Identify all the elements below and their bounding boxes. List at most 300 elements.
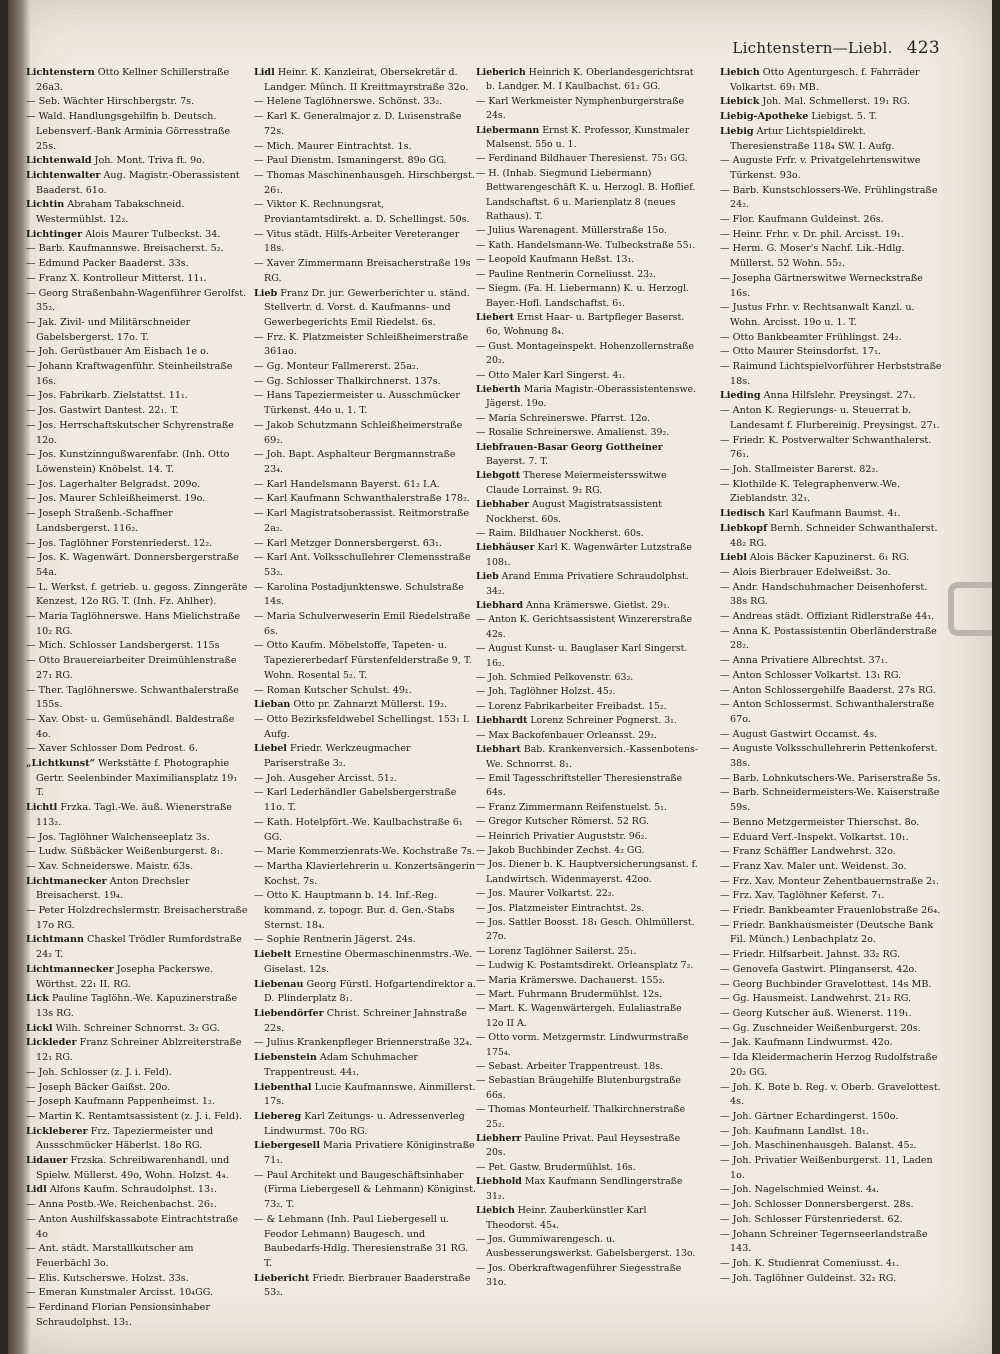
entry-text: Alois Maurer Tulbeckst. 34. [85, 228, 221, 240]
entry-text: Karl Kaufmann Schwanthalerstraße 178₂. [266, 493, 470, 505]
directory-entry [254, 1110, 476, 1139]
directory-entry [476, 426, 698, 440]
directory-entry [26, 95, 248, 110]
entry-text: Franz Zimmermann Reifenstuelst. 5₁. [488, 801, 667, 813]
entry-text: Alfons Kaufm. Schraudolphst. 13₁. [49, 1184, 217, 1196]
directory-entry [476, 599, 698, 613]
entry-surname: Lieberich [476, 67, 526, 78]
directory-entry [720, 625, 942, 654]
entry-text: Emil Tagesschriftsteller Theresienstraße 64s. [486, 772, 683, 799]
entry-text: Leopold Kaufmann Heßst. 13₁. [488, 254, 635, 266]
entry-text: Jakob Buchbinder Zechst. 4₂ GG. [488, 844, 645, 856]
directory-entry [254, 419, 476, 448]
directory-entry [254, 1007, 476, 1036]
entry-text: Andreas städt. Offiziant Ridlerstraße 44₁. [732, 611, 935, 623]
entry-text: Andr. Handschuhmacher Deisenhoferst. 38s RG. [730, 581, 928, 608]
entry-text: Karl Metzger Donnersbergerst. 63₁. [266, 537, 442, 549]
directory-entry [476, 570, 698, 599]
entry-text: Sophie Rentnerin Jägerst. 24s. [266, 934, 416, 946]
directory-entry [720, 581, 942, 610]
entry-text: Jos. Lagerhalter Belgradst. 209o. [38, 478, 201, 490]
directory-entry [26, 581, 248, 610]
entry-text: Heinrich K. Oberlandesgerichtsrat b. Landger. M. I Kaulbachst. 61₂ GG. [486, 67, 694, 93]
directory-entry [476, 844, 698, 858]
directory-entry [720, 610, 942, 625]
entry-text: Jos. Platzmeister Eintrachtst. 2s. [488, 902, 645, 914]
directory-entry [720, 1007, 942, 1022]
directory-entry [720, 1051, 942, 1080]
entry-text: Gg. Hausmeist. Landwehrst. 21₂ RG. [732, 993, 912, 1005]
directory-entry [254, 448, 476, 477]
entry-text: Jos. Taglöhner Walchenseeplatz 3s. [38, 831, 210, 843]
entry-text: Joh. Maschinenhausgeh. Balanst. 45₂. [732, 1140, 917, 1152]
directory-entry [254, 742, 476, 771]
entry-text: Jos. Maurer Schleißheimerst. 19o. [38, 493, 206, 505]
entry-text: Martha Klavierlehrerin u. Konzertsängerin Kochst. 7s. [264, 860, 476, 887]
directory-entry [720, 728, 942, 743]
directory-entry [254, 478, 476, 493]
directory-entry [476, 152, 698, 166]
entry-text: Alois Bierbrauer Edelweißst. 3o. [732, 566, 891, 578]
directory-entry [720, 551, 942, 566]
entry-text: Joh. Gärtner Echardingerst. 150o. [732, 1110, 899, 1122]
page-header [732, 38, 940, 58]
directory-entry [26, 507, 248, 536]
entry-text: Pauline Taglöhn.-We. Kapuzinerstraße 13s RG. [36, 993, 238, 1019]
directory-entry [720, 654, 942, 669]
entry-surname: Lidauer [26, 1155, 68, 1167]
directory-entry [476, 66, 698, 95]
directory-entry [476, 988, 698, 1002]
entry-text: Ther. Taglöhnerswe. Schwanthalerstraße 155s. [36, 684, 239, 711]
directory-entry [254, 1272, 476, 1301]
directory-entry [26, 933, 248, 962]
directory-entry [26, 287, 248, 316]
entry-text: Friedr. Bankbeamter Frauenlobstraße 26₄. [732, 905, 941, 917]
entry-text: Gregor Kutscher Römerst. 52 RG. [488, 816, 649, 828]
entry-text: Wilh. Schreiner Schnorrst. 3₂ GG. [55, 1022, 220, 1034]
directory-entry [26, 448, 248, 477]
directory-entry [476, 1060, 698, 1074]
entry-text: Joh. K. Studienrat Comeniusst. 4₁. [732, 1257, 899, 1269]
directory-entry [26, 875, 248, 904]
directory-entry [720, 154, 942, 183]
directory-entry [476, 167, 698, 225]
directory-entry [26, 654, 248, 683]
entry-text: Joseph Kaufmann Pappenheimst. 1₂. [38, 1096, 215, 1108]
directory-entry [476, 916, 698, 945]
entry-text: Jakob Schutzmann Schleißheimerstraße 69₂. [264, 419, 463, 446]
page-number: 423 [906, 38, 940, 58]
directory-entry [476, 498, 698, 527]
entry-text: Frz. K. Platzmeister Schleißheimerstraße 361ao. [264, 331, 469, 358]
entry-text: Jos. Gummiwarengesch. u. Ausbesserungswerkst. Gabelsbergerst. 13o. [486, 1233, 696, 1260]
entry-text: Heinr. Frhr. v. Dr. phil. Arcisst. 19₁. [732, 228, 904, 240]
directory-entry [476, 815, 698, 829]
directory-entry [720, 889, 942, 904]
entry-text: Viktor K. Rechnungsrat, Proviantamtsdirekt. a. D. Schellingst. 50s. [264, 199, 470, 226]
directory-entry [720, 566, 942, 581]
entry-text: Max Kaufmann Sendlingerstraße 31₂. [486, 1176, 683, 1202]
entry-text: Auguste Volksschullehrerin Pettenkoferst. 38s. [730, 743, 938, 770]
entry-text: Jos. Herrschaftskutscher Schyrenstraße 12o. [36, 419, 234, 446]
entry-text: Maria Krämerswe. Dachauerst. 155₂. [488, 974, 666, 986]
directory-entry [26, 360, 248, 389]
directory-entry [720, 845, 942, 860]
entry-surname: Lichtinger [26, 228, 83, 240]
entry-surname: Lichtmannecker [26, 963, 114, 975]
entry-surname: Liebel [254, 743, 287, 755]
directory-entry [476, 541, 698, 570]
directory-entry [254, 228, 476, 257]
entry-text: Maria Magistr.-Oberassistentenswe. Jägerst. 19o. [486, 383, 697, 410]
directory-entry [720, 125, 942, 154]
entry-text: Georg Buchbinder Gravelottest. 14s MB. [732, 978, 932, 990]
directory-entry [476, 1103, 698, 1132]
directory-entry [26, 316, 248, 345]
entry-text: Paul Dienstm. Ismaningerst. 89o GG. [266, 155, 447, 167]
directory-entry [26, 110, 248, 154]
entry-surname: Liebhäuser [476, 542, 535, 554]
entry-text: Friedr. Bankhausmeister (Deutsche Bank Fil. Münch.) Lenbachplatz 2o. [730, 919, 934, 946]
directory-entry [254, 360, 476, 375]
entry-text: Liebigst. 5. T. [811, 111, 878, 123]
directory-entry [720, 434, 942, 463]
directory-entry [720, 1213, 942, 1228]
entry-text: Otto Kellner Schillerstraße 26a3. [36, 67, 230, 93]
entry-surname: Liebhaber [476, 499, 530, 511]
directory-entry [476, 685, 698, 699]
directory-entry [254, 1081, 476, 1110]
entry-text: Auguste Frfr. v. Privatgelehrtenswitwe Türkenst. 93o. [730, 155, 921, 181]
entry-text: Heinrich Privatier Auguststr. 96₂. [488, 830, 648, 842]
entry-text: Bab. Krankenversich.-Kassenbotens-We. Schnorrst. 8₁. [486, 744, 698, 770]
directory-entry [476, 887, 698, 901]
directory-entry [476, 441, 698, 470]
entry-text: Joh. Bapt. Asphalteur Bergmannstraße 23₄. [264, 449, 456, 475]
entry-text: Lorenz Taglöhner Sailerst. 25₁. [488, 945, 637, 957]
entry-text: & Lehmann (Inh. Paul Liebergesell u. Feodor Lehmann) Baugesch. und Baubedarfs-Hdlg. Theresienstraße 31 RG. T. [264, 1213, 469, 1269]
entry-text: Otto K. Hauptmann b. 14. Inf.-Reg. kommand. z. topogr. Bur. d. Gen.-Stabs Sternst. 18₄. [264, 890, 455, 931]
entry-surname: Lichtmanecker [26, 875, 107, 887]
directory-entry [476, 1233, 698, 1262]
entry-text: Georg Straßenbahn-Wagenführer Gerolfst. 35₂. [36, 287, 247, 314]
entry-text: Friedr. Werkzeugmacher Pariserstraße 3₂. [264, 743, 411, 770]
directory-entry [254, 1051, 476, 1080]
entry-text: Joh. Taglöhner Holzst. 45₂. [488, 686, 616, 698]
entry-surname: Liebericht [254, 1272, 310, 1284]
entry-text: Seb. Wächter Hirschbergstr. 7s. [38, 96, 195, 108]
entry-text: Christ. Schreiner Jahnstraße 22s. [264, 1008, 467, 1034]
column-1 [26, 66, 248, 1330]
directory-entry [26, 639, 248, 654]
directory-entry [720, 816, 942, 831]
directory-entry [26, 742, 248, 757]
entry-text: Joh. Gerüstbauer Am Eisbach 1e o. [38, 346, 209, 358]
directory-entry [26, 66, 248, 95]
directory-entry [26, 1213, 248, 1242]
entry-text: Julius Krankenpfleger Briennerstraße 32₄. [266, 1037, 473, 1049]
entry-surname: Lichtenwald [26, 155, 92, 167]
entry-text: Gg. Schlosser Thalkirchnerst. 137s. [266, 375, 441, 387]
entry-text: Karl K. Wagenwärter Lutzstraße 108₁. [486, 542, 692, 568]
directory-entry [26, 1125, 248, 1154]
entry-text: Karl Magistratsoberassist. Reitmorstraße 2a₂. [264, 508, 470, 534]
entry-text: Jos. K. Wagenwärt. Donnersbergerstraße 54a. [36, 552, 239, 578]
directory-entry [476, 268, 698, 282]
directory-entry [720, 904, 942, 919]
directory-entry [476, 311, 698, 340]
entry-text: Karl Zeitungs- u. Adressenverleg Lindwurmst. 70o RG. [264, 1110, 465, 1137]
entry-text: August Magistratsassistent Nockherst. 60s. [486, 499, 662, 525]
entry-surname: Liebkopf [720, 522, 768, 534]
entry-text: Barb. Schneidermeisters-We. Kaiserstraße 59s. [730, 787, 940, 814]
entry-text: Martin K. Rentamtsassistent (z. J. i. Feld). [38, 1110, 242, 1122]
entry-text: Kath. Hotelpfört.-We. Kaulbachstraße 6₁ GG. [264, 816, 463, 843]
entry-text: Joh. Schlosser Fürstenriederst. 62. [732, 1213, 903, 1225]
entry-text: Anton Schlosser Volkartst. 13₁ RG. [732, 669, 902, 681]
entry-text: Frzka. Tagl.-We. äuß. Wienerstraße 113₂. [36, 802, 232, 828]
entry-text: Frz. Tapeziermeister und Aussschmücker Häberlst. 18o RG. [36, 1125, 214, 1152]
directory-entry [254, 786, 476, 815]
entry-text: Pauline Privat. Paul Heysestraße 20s. [486, 1133, 681, 1159]
directory-entry [26, 713, 248, 742]
directory-entry [720, 860, 942, 875]
directory-entry [720, 875, 942, 890]
entry-text: Ludw. Süßbäcker Weißenburgerst. 8₁. [38, 846, 224, 858]
entry-surname: Liedisch [720, 508, 766, 520]
entry-text: Klothilde K. Telegraphenverw.-We. Zieblandstr. 32₁. [730, 478, 901, 505]
directory-entry [476, 1132, 698, 1161]
entry-text: Raimund Lichtspielvorführer Herbststraße 18s. [730, 361, 942, 387]
entry-text: Marie Kommerzienrats-We. Kochstraße 7s. [266, 846, 475, 858]
entry-text: Raim. Bildhauer Nockherst. 60s. [488, 528, 644, 539]
directory-entry [26, 801, 248, 830]
entry-surname: Lieberth [476, 383, 521, 395]
entry-text: Heinr. Zauberkünstler Karl Theodorst. 45₄. [486, 1205, 647, 1231]
directory-entry [720, 1183, 942, 1198]
entry-text: Artur Lichtspieldirekt. Theresienstraße 118₄ SW. I. Aufg. [730, 125, 895, 152]
entry-text: Sebast. Arbeiter Trappentreust. 18s. [488, 1061, 664, 1073]
directory-entry [254, 684, 476, 699]
directory-entry [26, 1081, 248, 1096]
entry-text: Emeran Kunstmaler Arcisst. 10₄GG. [38, 1287, 214, 1299]
directory-entry [720, 95, 942, 110]
directory-entry [254, 66, 476, 95]
entry-text: L. Werkst. f. getrieb. u. gegoss. Zinngeräte Kenzest. 12o RG. T. (Inh. Fz. Ahlher). [36, 581, 248, 608]
entry-text: August Kunst- u. Bauglaser Karl Singerst. 16₂. [486, 643, 688, 669]
entry-text: Anna K. Postassistentin Oberländerstraße 28₂. [730, 625, 937, 652]
entry-surname: Liebelt [254, 949, 292, 961]
entry-surname: Liebick [720, 96, 760, 108]
entry-text: Ferdinand Florian Pensionsinhaber Schraudolphst. 13₁. [36, 1302, 210, 1328]
entry-text: Sebastian Bräugehilfe Blutenburgstraße 66s. [486, 1075, 681, 1101]
entry-text: Flor. Kaufmann Guldeinst. 26s. [732, 214, 884, 226]
column-3 [476, 66, 698, 1291]
entry-text: Anton Aushilfskassabote Eintrachtstraße 4o [36, 1213, 239, 1240]
directory-entry [720, 669, 942, 684]
directory-entry [26, 1066, 248, 1081]
directory-entry [476, 830, 698, 844]
entry-text: Barb. Kunstschlossers-We. Frühlingstraße 24₂. [730, 184, 938, 211]
entry-text: H. (Inhab. Siegmund Liebermann) Bettwarengeschäft K. u. Herzogl. B. Hoflief. Landschaftst. 6 u. Marienplatz 8 (neues Rathaus). T. [486, 167, 696, 223]
entry-text: Therese Meiermeistersswitwe Claude Lorrainst. 9₂ RG. [486, 470, 667, 496]
directory-entry [476, 714, 698, 728]
directory-entry [26, 1198, 248, 1213]
directory-entry [476, 801, 698, 815]
entry-text: Franz X. Kontrolleur Mitterst. 11₁. [38, 272, 207, 284]
directory-entry [720, 1139, 942, 1154]
entry-text: Otto pr. Zahnarzt Müllerst. 19₂. [293, 699, 448, 711]
directory-entry [476, 224, 698, 238]
directory-entry [254, 537, 476, 552]
entry-surname: Lick [26, 993, 49, 1005]
directory-entry [476, 469, 698, 498]
entry-text: Friedr. K. Postverwalter Schwanthalerst. 76₁. [730, 434, 932, 461]
directory-entry [26, 1036, 248, 1065]
directory-entry [254, 581, 476, 610]
directory-entry [720, 1022, 942, 1037]
directory-entry [254, 257, 476, 286]
entry-text: Karl Lederhändler Gabelsbergerstraße 11o. T. [264, 787, 457, 814]
entry-surname: Lichtenwalter [26, 169, 101, 181]
column-2 [254, 66, 476, 1301]
entry-text: Lorenz Fabrikarbeiter Freibadst. 15₂. [488, 700, 667, 712]
entry-text: Benno Metzgermeister Thierschst. 8o. [732, 816, 920, 828]
entry-text: Mich. Schlosser Landsbergerst. 115s [38, 640, 220, 652]
directory-entry [720, 522, 942, 551]
directory-entry [254, 978, 476, 1007]
directory-entry [26, 1095, 248, 1110]
entry-text: Ferdinand Bildhauer Theresienst. 75₁ GG. [488, 153, 688, 165]
directory-entry [720, 404, 942, 433]
directory-entry [476, 340, 698, 369]
entry-text: Jos. Kunstzinngußwarenfabr. (Inh. Otto Löwenstein) Knöbelst. 14. T. [36, 449, 230, 475]
directory-entry [476, 1161, 698, 1175]
entry-text: Josepha Gärtnerswitwe Werneckstraße 16s. [730, 272, 923, 299]
entry-text: Hans Tapeziermeister u. Ausschmücker Türkenst. 44o u. 1. T. [264, 390, 460, 417]
entry-surname: Lidl [26, 1184, 47, 1196]
entry-surname: Liebermann [476, 124, 540, 136]
directory-entry [476, 1175, 698, 1204]
directory-entry [254, 389, 476, 418]
entry-text: Friedr. Bierbrauer Baaderstraße 53₂. [264, 1272, 471, 1299]
directory-entry [254, 772, 476, 787]
entry-text: Ernst Haar- u. Bartpfleger Baserst. 6o, Wohnung 8₄. [486, 311, 685, 338]
entry-text: Elis. Kutscherswe. Holzst. 33s. [38, 1272, 189, 1284]
entry-text: Frzska. Schreibwarenhandl. und Spielw. Müllerst. 49o, Wohn. Holzst. 4₄. [36, 1155, 230, 1181]
directory-entry [26, 228, 248, 243]
directory-entry [720, 963, 942, 978]
entry-surname: Lickleberer [26, 1125, 88, 1137]
entry-text: Maria Privatiere Königinstraße 71₁. [264, 1140, 475, 1167]
directory-entry [254, 639, 476, 683]
entry-text: August Gastwirt Occamst. 4s. [732, 728, 878, 740]
entry-text: Franz Schäffler Landwehrst. 32o. [732, 846, 896, 858]
entry-text: Edmund Packer Baaderst. 33s. [38, 258, 189, 270]
directory-entry [254, 610, 476, 639]
directory-entry [476, 945, 698, 959]
entry-text: Jos. Taglöhner Forstenriederst. 12₂. [38, 537, 213, 549]
directory-entry [254, 551, 476, 580]
directory-entry [476, 902, 698, 916]
entry-text: Ludwig K. Postamtsdirekt. Orleansplatz 7₂. [488, 960, 694, 972]
directory-entry [254, 331, 476, 360]
entry-surname: „Lichtkunst“ [26, 758, 96, 770]
directory-entry [26, 257, 248, 272]
directory-entry [254, 375, 476, 390]
directory-entry [476, 1031, 698, 1060]
entry-text: Joh. Schlosser (z. J. i. Feld). [38, 1066, 172, 1078]
directory-entry [476, 743, 698, 772]
entry-text: Jos. Gastwirt Dantest. 22₁. T. [38, 405, 179, 417]
directory-entry [476, 95, 698, 124]
entry-text: Franz Xav. Maler unt. Weidenst. 3o. [732, 860, 907, 872]
entry-text: Lucie Kaufmannswe. Ainmillerst. 17s. [264, 1081, 476, 1108]
page-range: Lichtenstern—Liebl. [732, 39, 893, 57]
directory-entry [26, 845, 248, 860]
directory-entry [26, 478, 248, 493]
entry-text: Otto Bankbeamter Frühlingst. 24₂. [732, 331, 902, 343]
directory-entry [720, 507, 942, 522]
entry-surname: Liebhold [476, 1176, 522, 1188]
entry-text: Gg. Monteur Fallmererst. 25a₂. [266, 361, 419, 373]
directory-entry [26, 610, 248, 639]
directory-entry [720, 331, 942, 346]
entry-text: Adam Schuhmacher Trappentreust. 44₁. [264, 1052, 418, 1078]
column-4 [720, 66, 942, 1286]
entry-text: Joh. Ausgeher Arcisst. 51₂. [266, 772, 397, 784]
entry-text: Ernestine Obermaschinenmstrs.-We. Giselast. 12s. [264, 949, 473, 975]
entry-text: Franz Dr. jur. Gewerberichter u. ständ. Stellvertr. d. Vorst. d. Kaufmanns- und Gewerbegerichts Emil Riedelst. 6s. [264, 287, 470, 328]
entry-text: Johann Schreiner Tegernseerlandstraße 143. [730, 1228, 928, 1255]
entry-text: Anton K. Regierungs- u. Steuerrat b. Landesamt f. Flurbereinig. Preysingst. 27₁. [730, 405, 940, 431]
entry-text: Siegm. (Fa. H. Liebermann) K. u. Herzogl. Bayer.-Hofl. Landschaftst. 6₁. [486, 283, 690, 309]
entry-text: Julius Warenagent. Müllerstraße 15o. [488, 225, 667, 237]
entry-text: Karolina Postadjunktenswe. Schulstraße 14s. [264, 581, 464, 608]
directory-entry [476, 1002, 698, 1031]
directory-entry [476, 729, 698, 743]
entry-text: Joh. Privatier Weißenburgerst. 11, Laden 1o. [730, 1155, 933, 1181]
directory-entry [254, 140, 476, 155]
directory-entry [254, 198, 476, 227]
entry-surname: Lieb [254, 287, 278, 299]
entry-text: Joh. K. Bote b. Reg. v. Oberb. Gravelottest. 4s. [730, 1081, 941, 1108]
entry-text: Xaver Schlosser Dom Pedrost. 6. [38, 743, 198, 755]
directory-entry [26, 198, 248, 227]
entry-text: Joseph Straßenb.-Schaffner Landsbergerst. 116₂. [36, 508, 173, 534]
entry-surname: Liebert [476, 311, 514, 323]
entry-surname: Lieb [476, 571, 499, 583]
directory-entry [720, 698, 942, 727]
entry-text: Barb. Kaufmannswe. Breisacherst. 5₂. [38, 243, 224, 255]
entry-text: Anton Drechsler Breisacherst. 19₄. [36, 875, 190, 902]
entry-surname: Lichtenstern [26, 67, 95, 78]
entry-surname: Lichtmann [26, 934, 84, 946]
entry-text: Otto vorm. Metzgermstr. Lindwurmstraße 175₄. [486, 1032, 689, 1058]
directory-entry [26, 345, 248, 360]
entry-text: Maria Schulverweserin Emil Riedelstraße 6s. [264, 611, 471, 637]
directory-entry [720, 110, 942, 125]
entry-text: Anna Postb.-We. Reichenbachst. 26₁. [38, 1199, 217, 1211]
directory-entry [26, 1154, 248, 1183]
entry-text: Mich. Maurer Eintrachtst. 1s. [266, 140, 412, 152]
directory-entry [26, 963, 248, 992]
entry-text: Karl K. Generalmajor z. D. Luisenstraße 72s. [264, 111, 462, 137]
entry-surname: Lickleder [26, 1037, 77, 1049]
entry-text: Frz. Xav. Taglöhner Keferst. 7₁. [732, 890, 885, 902]
directory-entry [254, 948, 476, 977]
